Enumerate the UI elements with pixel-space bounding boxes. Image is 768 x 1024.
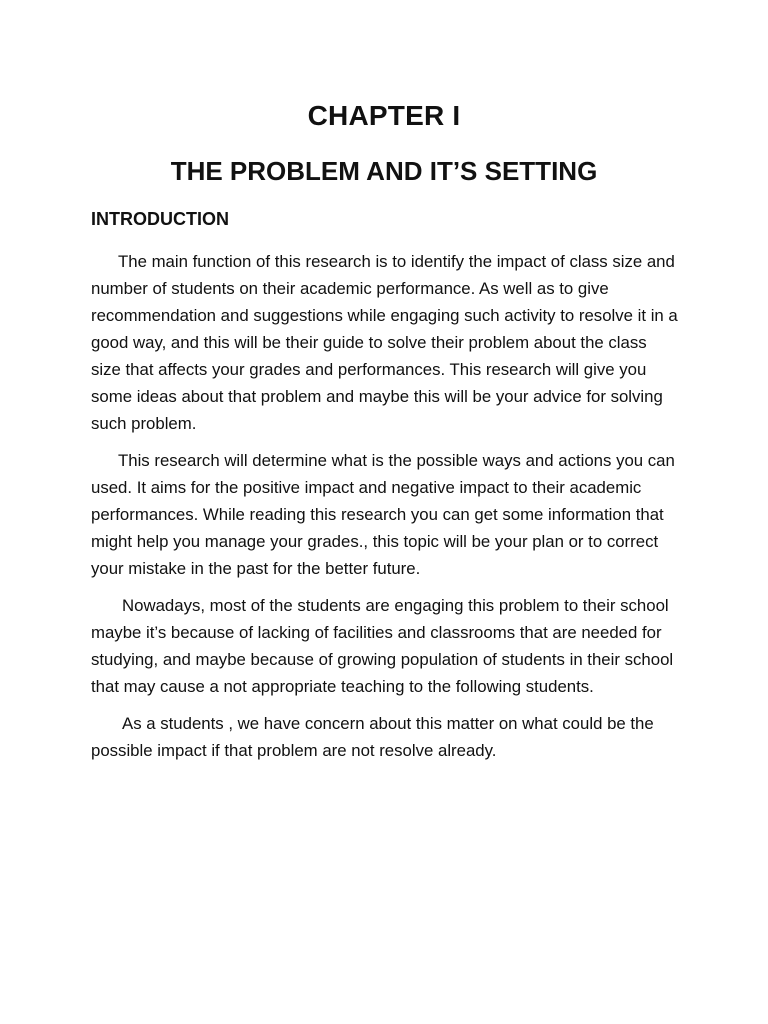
body-text [91,248,681,774]
paragraph-4: As a students , we have concern about this matter on what could be the possible impact if that problem are not resolve already. [91,714,654,760]
section-title: THE PROBLEM AND IT’S SETTING [170,156,598,186]
chapter-title: CHAPTER I [307,100,461,131]
paragraph-2: This research will determine what is the possible ways and actions you can used. It aims for the positive impact and negative impact to their academic performances. While reading this research you can get some information that might help you manage your grades., this topic will be your plan or to correct your mistake in the past for the better future. [91,451,675,578]
paragraph-3: Nowadays, most of the students are engaging this problem to their school maybe it’s because of lacking of facilities and classrooms that are needed for studying, and maybe because of growing population of students in their school that may cause a not appropriate teaching to the following students. [91,596,674,696]
introduction-heading: INTRODUCTION [91,209,229,229]
paragraph-1: The main function of this research is to identify the impact of class size and number of students on their academic performance. As well as to give recommendation and suggestions while engaging such activity to resolve it in a good way, and this will be their guide to solve their problem about the class size that affects your grades and performances. This research will give you some ideas about that problem and maybe this will be your advice for solving such problem. [91,252,678,433]
